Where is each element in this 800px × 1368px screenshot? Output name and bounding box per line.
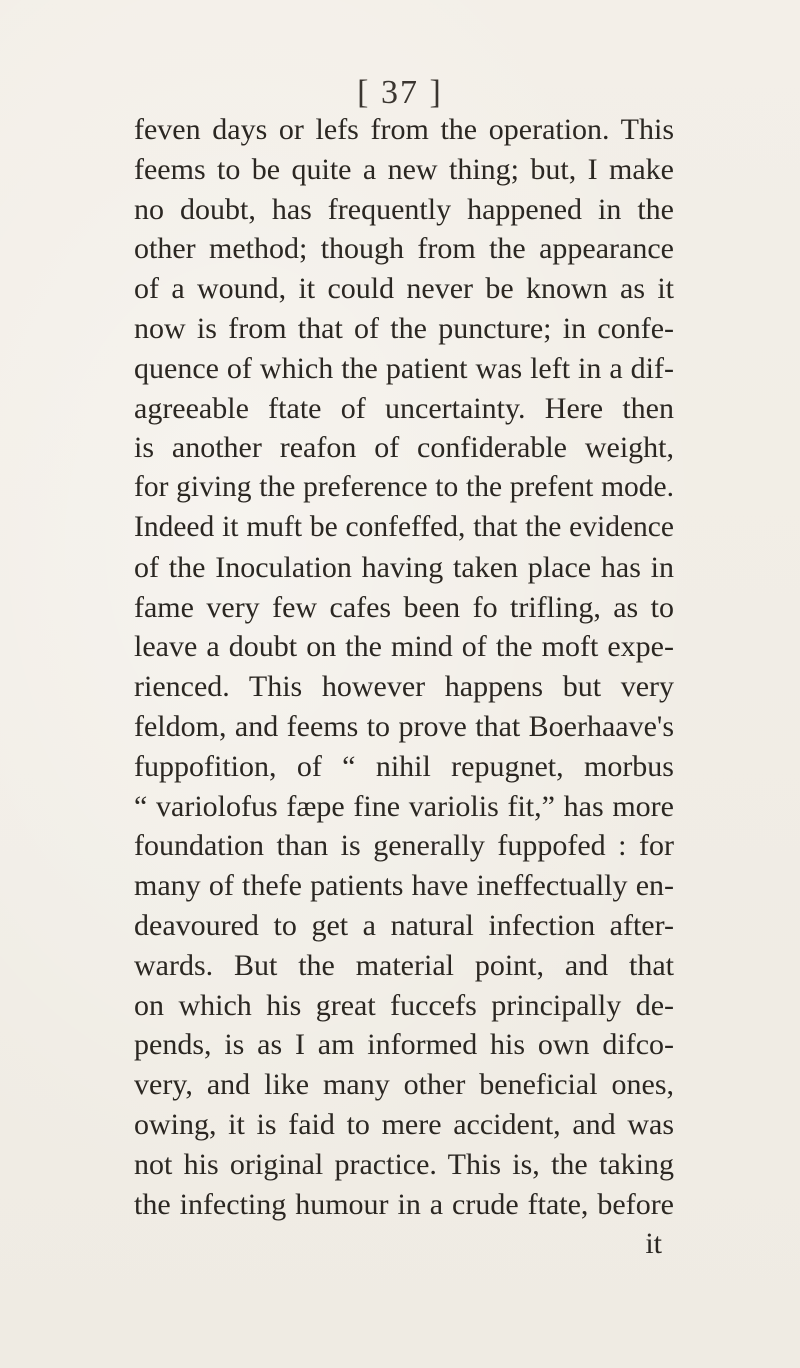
- text-line: wards. But the material point, and that: [134, 948, 674, 982]
- text-line: feems to be quite a new thing; but, I make: [134, 152, 674, 186]
- text-line: deavoured to get a natural infection after-: [134, 908, 674, 942]
- text-line: Indeed it muft be confeffed, that the evidence: [134, 510, 674, 543]
- text-line: for giving the preference to the prefent mode.: [134, 471, 674, 504]
- text-line: rienced. This however happens but very: [134, 670, 674, 704]
- text-line: agreeable ftate of uncertainty. Here then: [134, 391, 674, 425]
- text-line: the infecting humour in a crude ftate, before: [134, 1187, 674, 1221]
- text-line: feldom, and feems to prove that Boerhaave's: [134, 709, 674, 743]
- text-line: is another reafon of confiderable weight,: [134, 431, 674, 465]
- catchword: it: [645, 1227, 662, 1261]
- page-number: [ 37 ]: [357, 74, 443, 111]
- text-line: quence of which the patient was left in a dif-: [134, 351, 674, 385]
- text-line: feven days or lefs from the operation. This: [134, 113, 674, 146]
- text-line: of a wound, it could never be known as it: [134, 272, 674, 306]
- text-line: on which his great fuccefs principally de-: [134, 988, 674, 1022]
- body-text: [134, 110, 674, 1264]
- text-line: fame very few cafes been fo trifling, as to: [134, 590, 674, 624]
- text-line: “ variolofus fæpe fine variolis fit,” has more: [134, 789, 674, 823]
- text-line: fuppofition, of “ nihil repugnet, morbus: [134, 749, 674, 783]
- text-line: foundation than is generally fuppofed : for: [134, 829, 674, 863]
- text-line: not his original practice. This is, the taking: [134, 1147, 674, 1181]
- text-line: other method; though from the appearance: [134, 232, 674, 266]
- text-line: owing, it is faid to mere accident, and was: [134, 1107, 674, 1141]
- text-line: leave a doubt on the mind of the moft expe-: [134, 630, 674, 664]
- text-line: now is from that of the puncture; in confe-: [134, 311, 674, 345]
- text-line: many of thefe patients have ineffectually en-: [134, 869, 674, 903]
- text-line: of the Inoculation having taken place has in: [134, 550, 674, 584]
- text-line: no doubt, has frequently happened in the: [134, 192, 674, 226]
- text-line: pends, is as I am informed his own difco-: [134, 1028, 674, 1062]
- text-line: very, and like many other beneficial ones,: [134, 1068, 674, 1102]
